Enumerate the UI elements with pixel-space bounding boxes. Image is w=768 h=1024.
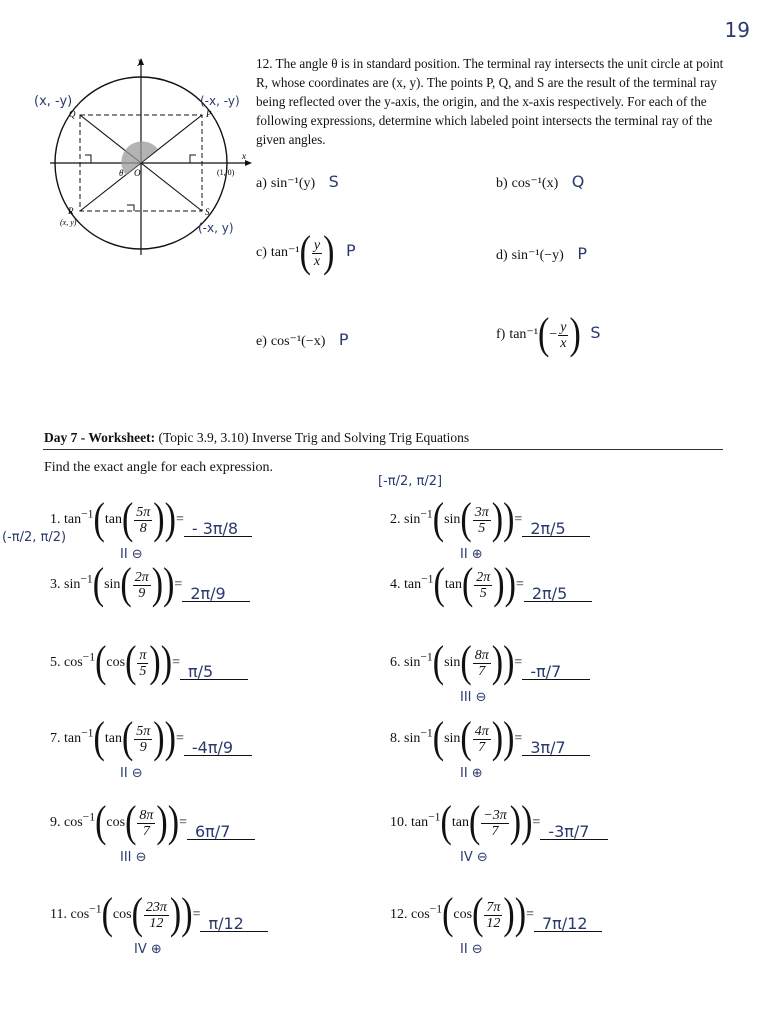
- answer-blank: [534, 914, 602, 933]
- x-axis-arrow: [245, 160, 252, 166]
- outer-func: tan: [404, 577, 422, 593]
- answer-blank: [182, 584, 250, 603]
- frac-num: 8π: [474, 647, 489, 663]
- option-answer: S: [328, 172, 339, 191]
- option-label: c): [256, 245, 267, 261]
- option-answer: Q: [571, 172, 585, 191]
- inner-func: sin: [444, 512, 461, 528]
- point-s-label: S: [205, 207, 210, 217]
- option-label: e): [256, 334, 267, 349]
- answer-blank: [540, 822, 608, 841]
- title-divider: [43, 449, 723, 450]
- frac-num: 5π: [136, 504, 151, 520]
- outer-func: tan: [411, 815, 429, 831]
- problem-number: 5.: [50, 655, 61, 671]
- problem-8: 8. $\sin^{-1}(\sin$( $\frac{4\pi}{7}$ ))= 3π/7: [390, 722, 590, 756]
- frac-num: 3π: [474, 504, 489, 520]
- option-expr: cos⁻¹(−x): [270, 334, 326, 349]
- hand-s-coords: (-x, y): [198, 221, 234, 235]
- problem-number: 12.: [390, 907, 408, 923]
- hand-range-1: (-π/2, π/2): [2, 530, 67, 545]
- answer-blank: [200, 914, 268, 933]
- frac-den: 7: [478, 739, 486, 755]
- inner-func: cos: [106, 655, 126, 671]
- frac-num: 23π: [145, 899, 167, 915]
- right-angle-mark: [190, 155, 196, 163]
- inner-func: cos: [106, 815, 126, 831]
- problem-number: 10.: [390, 815, 408, 831]
- frac-den: x: [560, 335, 567, 351]
- outer-func: tan: [64, 731, 82, 747]
- problem-3: 3. $\sin^{-1}(\sin$( $\frac{2\pi}{9}$ ))= 2π/9: [50, 568, 250, 602]
- page-number: 19: [724, 18, 750, 42]
- frac-den: x: [313, 253, 321, 269]
- frac-num: 7π: [486, 899, 501, 915]
- option-expr: sin⁻¹(y): [270, 176, 316, 191]
- answer-blank: [187, 822, 255, 841]
- point-1-0-label: (1, 0): [217, 168, 235, 177]
- quadrant-note: II ⊖: [120, 547, 143, 562]
- frac-den: 5: [478, 520, 486, 536]
- frac-den: 8: [139, 520, 147, 536]
- answer: 3π/7: [530, 738, 566, 757]
- outer-func: sin: [404, 731, 421, 747]
- answer-blank: [184, 738, 252, 757]
- point-q-label: Q: [69, 109, 76, 119]
- answer-blank: [522, 519, 590, 538]
- answer: 2π/5: [531, 584, 568, 603]
- option-f: f) tan⁻¹(− $\frac{y}{x}$ ) S: [496, 310, 601, 359]
- answer: -4π/9: [191, 738, 234, 757]
- axis-y-label: y: [138, 56, 142, 66]
- answer-blank: [184, 519, 252, 538]
- frac-num: 8π: [139, 807, 154, 823]
- frac-den: 5: [479, 585, 487, 601]
- option-c: c) tan⁻¹( $\frac{y}{x}$ ) P: [256, 228, 356, 277]
- frac-den: 12: [149, 915, 164, 931]
- problem-9: 9. $\cos^{-1}(\cos$( $\frac{8\pi}{7}$ ))= 6π/7: [50, 806, 255, 840]
- hand-q-coords: (x, -y): [34, 94, 73, 109]
- frac-num: 5π: [136, 723, 151, 739]
- outer-func: sin: [404, 655, 421, 671]
- option-expr: tan⁻¹: [270, 245, 300, 261]
- frac-num: 4π: [474, 723, 489, 739]
- answer: 7π/12: [541, 914, 588, 933]
- answer: 2π/9: [190, 584, 226, 603]
- quadrant-note: II ⊕: [460, 766, 483, 781]
- option-label: f): [496, 327, 506, 343]
- unit-circle-diagram: [30, 55, 260, 270]
- problem-12-text: 12. The angle θ is in standard position. The terminal ray intersects the unit circle at point R, whose coordinates are (x, y). The points P, Q, and S are the result of the terminal ray being reflected over the y-axis, the origin, and the x-axis respectively. For each of the following expressions, determine which labeled point intersects the terminal ray of the given angles.: [256, 56, 724, 147]
- inner-func: tan: [104, 731, 122, 747]
- outer-func: sin: [404, 512, 421, 528]
- answer: -3π/7: [548, 822, 590, 841]
- quadrant-note: IV ⊖: [460, 850, 488, 865]
- answer: 2π/5: [530, 519, 566, 538]
- frac-num: y: [560, 319, 567, 335]
- outer-func: cos: [64, 655, 83, 671]
- option-e: [256, 330, 349, 350]
- option-answer: P: [345, 241, 356, 261]
- problem-number: 7.: [50, 731, 61, 747]
- answer: - 3π/8: [191, 519, 239, 538]
- inner-func: sin: [104, 577, 121, 593]
- frac-den: 7: [142, 823, 150, 839]
- problem-7: 7. $\tan^{-1}(\tan$( $\frac{5\pi}{9}$ ))= -4π/9: [50, 722, 252, 756]
- point-p-label: P: [206, 109, 212, 119]
- inner-func: tan: [451, 815, 469, 831]
- option-b: [496, 172, 584, 192]
- inner-func: sin: [444, 655, 461, 671]
- frac-num: π: [139, 647, 147, 663]
- problem-number: 9.: [50, 815, 61, 831]
- option-label: a): [256, 176, 267, 191]
- answer: π/5: [187, 662, 214, 681]
- inner-func: tan: [104, 512, 122, 528]
- quadrant-note: II ⊖: [460, 942, 483, 957]
- option-d: [496, 244, 587, 264]
- frac-num: 2π: [134, 569, 149, 585]
- answer: 6π/7: [194, 822, 231, 841]
- problem-number: 11.: [50, 907, 67, 923]
- outer-func: cos: [411, 907, 430, 923]
- option-label: d): [496, 248, 508, 263]
- answer-blank: [524, 584, 592, 603]
- option-label: b): [496, 176, 508, 191]
- option-expr: sin⁻¹(−y): [511, 248, 564, 263]
- inner-func: tan: [444, 577, 462, 593]
- quadrant-note: II ⊕: [460, 547, 483, 562]
- hand-range-2: [-π/2, π/2]: [378, 474, 443, 489]
- option-expr: cos⁻¹(x): [511, 176, 559, 191]
- quadrant-note: II ⊖: [120, 766, 143, 781]
- answer-blank: [522, 662, 590, 681]
- option-a: [256, 172, 339, 192]
- problem-number: 4.: [390, 577, 401, 593]
- problem-number: 6.: [390, 655, 401, 671]
- right-angle-mark: [85, 155, 91, 163]
- frac-den: 9: [138, 585, 146, 601]
- problem-2: 2. $\sin^{-1}(\sin$( $\frac{3\pi}{5}$ ))= 2π/5: [390, 503, 590, 537]
- hand-p-coords: (-x, -y): [200, 94, 240, 108]
- frac-num: −3π: [483, 807, 507, 823]
- problem-number: 2.: [390, 512, 401, 528]
- worksheet-title-rest: (Topic 3.9, 3.10) Inverse Trig and Solving Trig Equations: [155, 430, 470, 445]
- inner-func: sin: [444, 731, 461, 747]
- axis-x-label: x: [242, 151, 246, 161]
- problem-10: 10. $\tan^{-1}(\tan$( $\frac{-3\pi}{7}$ ))= -3π/7: [390, 806, 608, 840]
- problem-1: 1. $\tan^{-1}(\tan$( $\frac{5\pi}{8}$ ))= - 3π/8: [50, 503, 252, 537]
- frac-sign: −: [549, 327, 558, 343]
- option-answer: P: [338, 330, 349, 349]
- answer-blank: [180, 662, 248, 681]
- frac-den: 12: [486, 915, 501, 931]
- outer-func: cos: [64, 815, 83, 831]
- problem-11: 11. $\cos^{-1}(\cos$( $\frac{23\pi}{12}$ ))= π/12: [50, 898, 268, 932]
- option-expr: tan⁻¹: [509, 327, 539, 343]
- frac-num: y: [313, 237, 321, 253]
- point-r-coords: (x, y): [60, 218, 77, 227]
- instructions: Find the exact angle for each expression.: [44, 460, 273, 475]
- outer-func: cos: [70, 907, 90, 923]
- answer: π/12: [208, 914, 244, 933]
- worksheet-title: [44, 430, 469, 446]
- inner-func: cos: [453, 907, 473, 923]
- option-answer: S: [590, 323, 601, 343]
- problem-6: 6. $\sin^{-1}(\sin$( $\frac{8\pi}{7}$ ))= -π/7: [390, 646, 590, 680]
- problem-5: 5. $\cos^{-1}(\cos$( $\frac{\pi}{5}$ ))= π/5: [50, 646, 248, 680]
- worksheet-title-bold: Day 7 - Worksheet:: [44, 430, 156, 445]
- frac-den: 7: [478, 663, 486, 679]
- problem-number: 1.: [50, 512, 61, 528]
- theta-label: θ: [119, 168, 124, 178]
- frac-den: 7: [491, 823, 499, 839]
- frac-den: 5: [139, 663, 147, 679]
- outer-func: tan: [64, 512, 82, 528]
- problem-4: 4. $\tan^{-1}(\tan$( $\frac{2\pi}{5}$ ))= 2π/5: [390, 568, 592, 602]
- outer-func: sin: [64, 577, 81, 593]
- right-angle-mark: [127, 205, 134, 211]
- point-r-label: R: [68, 206, 74, 216]
- inner-func: cos: [112, 907, 132, 923]
- problem-12: 12. $\cos^{-1}(\cos$( $\frac{7\pi}{12}$ ))= 7π/12: [390, 898, 602, 932]
- quadrant-note: IV ⊕: [134, 942, 162, 957]
- frac-num: 2π: [476, 569, 491, 585]
- option-answer: P: [577, 244, 587, 263]
- problem-number: 8.: [390, 731, 401, 747]
- quadrant-note: III ⊖: [460, 690, 487, 705]
- answer: -π/7: [530, 662, 562, 681]
- answer-blank: [522, 738, 590, 757]
- quadrant-note: III ⊖: [120, 850, 147, 865]
- frac-den: 9: [139, 739, 147, 755]
- problem-number: 3.: [50, 577, 61, 593]
- origin-label: O: [134, 168, 141, 178]
